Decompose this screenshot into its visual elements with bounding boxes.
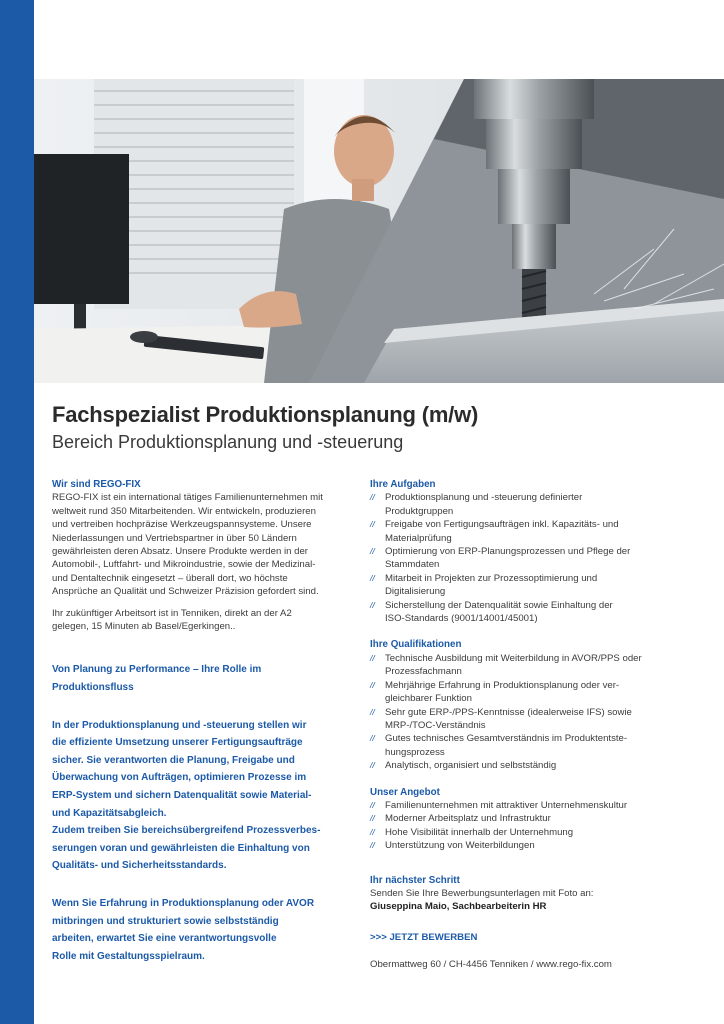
text-line: Niederlassungen und Vertriebspartner in über 50 Ländern [52,532,297,544]
apply-now-link[interactable]: >>> JETZT BEWERBEN [370,931,478,943]
list-item: // Gutes technisches Gesamtverständnis im Produktentste- hungsprozess [370,732,675,759]
text-line: und Kapazitätsabgleich. [52,807,167,819]
text-line: mitbringen und strukturiert sowie selbstständig [52,915,279,927]
location-paragraph [52,607,352,634]
list-item: // Unterstützung von Weiterbildungen [370,839,675,852]
text-line: Rolle mit Gestaltungsspielraum. [52,950,205,962]
text-line: ERP-System und sichern Datenqualität sowie Material- [52,790,312,802]
text-line: Zudem treiben Sie bereichsübergreifend Prozessverbes- [52,825,321,837]
tasks-heading: Ihre Aufgaben [370,479,436,490]
text-line: In der Produktionsplanung und -steuerung stellen wir [52,719,307,731]
text-line: Ansprüche an Qualität und Schweizer Präzision gefordert sind. [52,586,319,598]
right-column [370,478,675,972]
list-item: // Produktionsplanung und -steuerung definierter Produktgruppen [370,491,675,518]
list-item: // Hohe Visibilität innerhalb der Unternehmung [370,826,675,839]
list-item: // Technische Ausbildung mit Weiterbildung in AVOR/PPS oder Prozessfachmann [370,652,675,679]
job-title: Fachspezialist Produktionsplanung (m/w) [52,402,479,427]
text-line: REGO-FIX ist ein international tätiges Familienunternehmen mit [52,492,323,504]
company-address: Obermattweg 60 / CH-4456 Tenniken / www.rego-fix.com [370,959,612,971]
text-line: Produktionsfluss [52,682,134,694]
job-subtitle: Bereich Produktionsplanung und -steuerung [52,432,404,452]
intro-heading: Wir sind REGO-FIX [52,479,141,490]
text-line: Qualitäts- und Sicherheitsstandards. [52,860,227,872]
list-item: // Optimierung von ERP-Planungsprozessen und Pflege der Stammdaten [370,545,675,572]
list-item: // Familienunternehmen mit attraktiver Unternehmenskultur [370,799,675,812]
intro-paragraph [52,491,352,598]
text-line: arbeiten, erwartet Sie eine verantwortungsvolle [52,933,277,945]
text-line: Wenn Sie Erfahrung in Produktionsplanung oder AVOR [52,898,315,909]
text-line: und Dentaltechnik eingesetzt – überall dort, wo höchste [52,572,288,584]
next-step-heading: Ihr nächster Schritt [370,874,460,886]
tasks-list [370,491,675,625]
offer-heading: Unser Angebot [370,786,440,798]
offer-list [370,799,675,853]
text-line: und vertreiben hochpräzise Werkzeugspannsysteme. Unsere [52,519,312,531]
list-item: // Mitarbeit in Projekten zur Prozessoptimierung und Digitalisierung [370,572,675,599]
role-heading [52,661,352,696]
text-line: Ihr zukünftiger Arbeitsort ist in Tenniken, direkt an der A2 [52,607,292,619]
next-step-text: Senden Sie Ihre Bewerbungsunterlagen mit Foto an: [370,887,594,899]
list-item: // Freigabe von Fertigungsaufträgen inkl. Kapazitäts- und Materialprüfung [370,518,675,545]
text-line: weltweit rund 350 Mitarbeitenden. Wir entwickeln, produzieren [52,505,316,517]
list-item: // Sehr gute ERP-/PPS-Kenntnisse (idealerweise IFS) sowie MRP-/TOC-Verständnis [370,706,675,733]
text-line: sicher. Sie verantworten die Planung, Freigabe und [52,754,295,766]
text-line: serungen voran und gewährleisten die Einhaltung von [52,842,310,854]
list-item: // Analytisch, organisiert und selbstständig [370,759,675,772]
text-line: Überwachung von Aufträgen, optimieren Prozesse im [52,772,307,784]
closing-paragraph [52,895,352,965]
qualifications-heading: Ihre Qualifikationen [370,639,462,651]
role-paragraph [52,717,352,875]
hero-image [34,79,724,383]
contact-person: Giuseppina Maio, Sachbearbeiterin HR [370,901,547,913]
text-line: Von Planung zu Performance – Ihre Rolle im [52,664,262,676]
text-line: gewährleisten deren Absatz. Unsere Produkte werden in der [52,546,308,558]
text-line: die effiziente Umsetzung unserer Fertigungsaufträge [52,737,303,749]
list-item: // Mehrjährige Erfahrung in Produktionsplanung oder ver- gleichbarer Funktion [370,679,675,706]
qualifications-list [370,652,675,773]
list-item: // Sicherstellung der Datenqualität sowie Einhaltung der ISO-Standards (9001/14001/45001) [370,599,675,626]
accent-sidebar-bar [0,0,34,1024]
list-item: // Moderner Arbeitsplatz und Infrastruktur [370,812,675,825]
text-line: Automobil-, Luftfahrt- und Mikroindustrie, sowie der Medizinal- [52,559,316,571]
left-column [52,478,352,965]
text-line: gelegen, 15 Minuten ab Basel/Egerkingen.. [52,621,236,633]
